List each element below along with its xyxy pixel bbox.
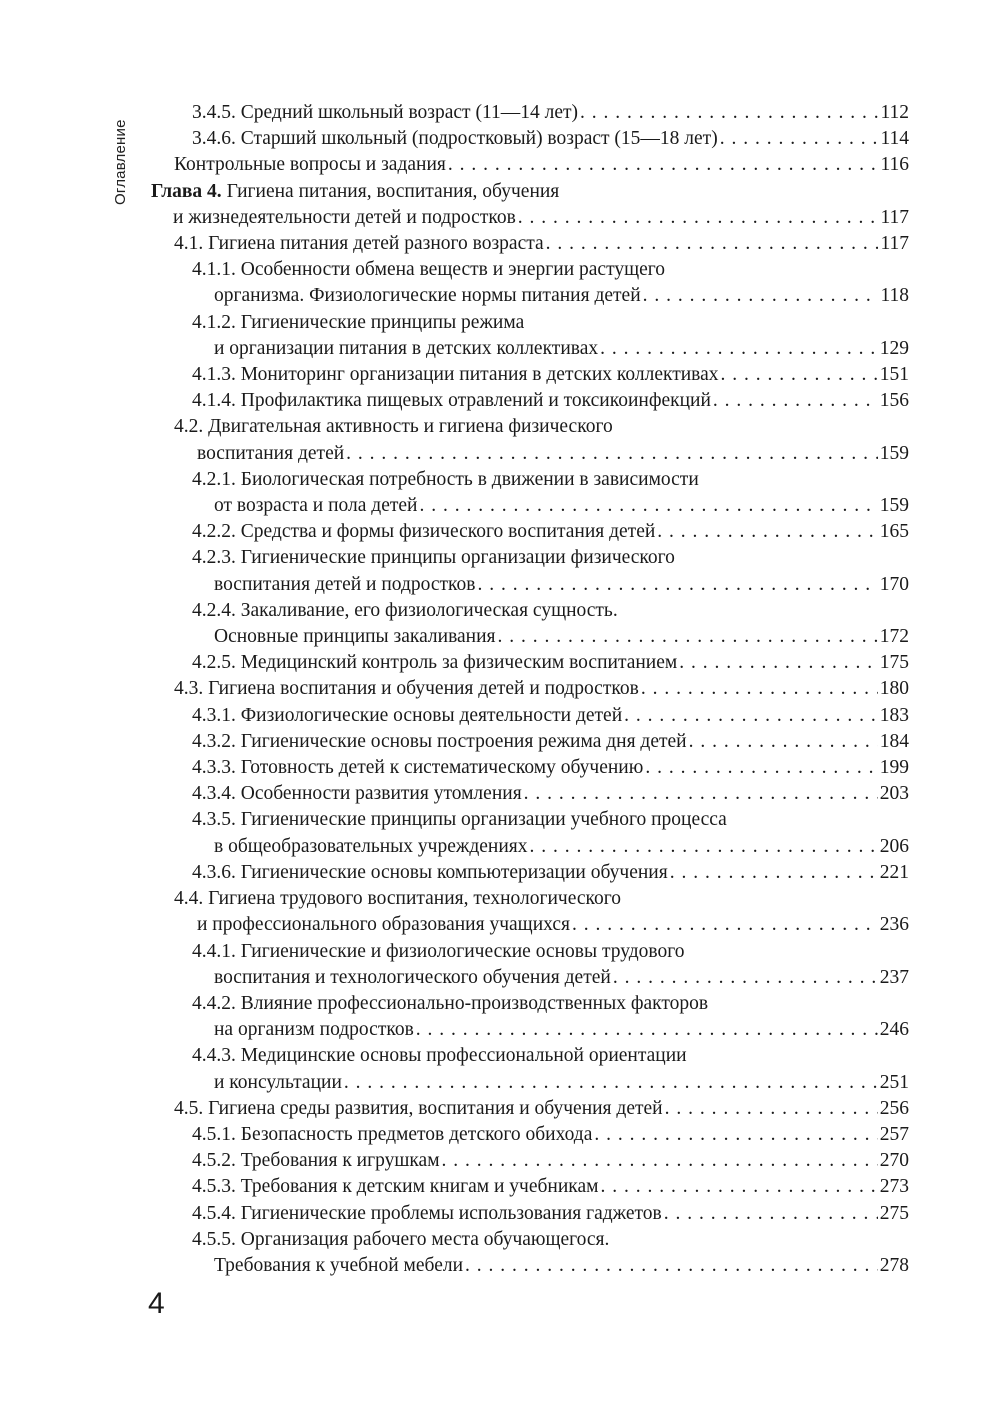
toc-entry-title: 4.5. Гигиена среды развития, воспитания и обучения детей [174, 1097, 663, 1119]
toc-page-number: 117 [880, 233, 909, 255]
dot-leader [346, 441, 878, 467]
toc-page-number: 257 [879, 1123, 909, 1145]
toc-entry[interactable] [192, 781, 909, 807]
toc-page-number: 183 [879, 704, 909, 726]
running-header: Оглавление [112, 119, 129, 205]
toc-entry-title: 4.4. Гигиена трудового воспитания, технологического [174, 888, 622, 910]
toc-entry[interactable] [192, 729, 909, 755]
dot-leader [670, 860, 878, 886]
dot-leader [344, 1070, 878, 1096]
dot-leader [665, 1096, 878, 1122]
toc-entry[interactable] [192, 545, 909, 597]
toc-entry-title: 4.3.6. Гигиенические основы компьютеризации обучения [192, 861, 668, 883]
toc-entry-title: 4.5.1. Безопасность предметов детского обихода [192, 1123, 593, 1145]
toc-entry-title: 3.4.5. Средний школьный возраст (11—14 лет) [192, 102, 579, 123]
toc-entry[interactable] [192, 860, 909, 886]
toc-entry-line [174, 414, 909, 440]
toc-entry-line [174, 441, 909, 467]
toc-entry-title: 4.1. Гигиена питания детей разного возраста [174, 233, 544, 255]
dot-leader [600, 336, 878, 362]
toc-entry-title: 4.2.3. Гигиенические принципы организации физического [192, 547, 675, 569]
toc-entry-title: и профессионального образования учащихся [197, 914, 570, 936]
toc-entry[interactable] [192, 388, 909, 414]
toc-entry[interactable] [192, 939, 909, 991]
toc-page-number: 278 [879, 1254, 909, 1276]
toc-entry[interactable] [192, 1201, 909, 1227]
toc-entry-line [192, 1122, 909, 1148]
toc-entry[interactable] [174, 414, 909, 466]
toc-entry-line [174, 152, 909, 178]
toc-entry-line [192, 126, 909, 152]
dot-leader [645, 755, 877, 781]
toc-page-number: 159 [879, 495, 909, 517]
dot-leader [478, 572, 878, 598]
toc-entry-line [192, 362, 909, 388]
dot-leader [643, 283, 879, 309]
toc-entry-line [192, 624, 909, 650]
toc-page-number: 203 [879, 783, 909, 805]
toc-page-number: 117 [880, 206, 909, 228]
toc-entry-title: и консультации [214, 1071, 342, 1093]
toc-page-number: 237 [879, 966, 909, 988]
dot-leader [613, 965, 878, 991]
toc-entry-line [192, 1227, 909, 1253]
toc-page-number: 251 [879, 1071, 909, 1093]
toc-entry-line [192, 834, 909, 860]
toc-entry-title: 4.5.3. Требования к детским книгам и учебникам [192, 1176, 599, 1198]
toc-entry[interactable] [192, 755, 909, 781]
toc-entry[interactable] [192, 257, 909, 309]
toc-entry-title: 4.4.2. Влияние профессионально-производственных факторов [192, 992, 709, 1014]
toc-entry[interactable] [192, 467, 909, 519]
dot-leader [624, 703, 878, 729]
toc-entry-title: 4.1.1. Особенности обмена веществ и энергии растущего [192, 259, 666, 281]
dot-leader [600, 1174, 877, 1200]
toc-entry[interactable] [192, 807, 909, 859]
toc-page-number: 199 [879, 757, 909, 779]
toc-entry-line [192, 1253, 909, 1279]
dot-leader [721, 362, 878, 388]
toc-entry-title: 4.2.1. Биологическая потребность в движении в зависимости [192, 468, 699, 490]
toc-entry-line [192, 257, 909, 283]
toc-page-number: 116 [880, 154, 909, 176]
toc-entry-title: Глава 4. Гигиена питания, воспитания, обучения [151, 180, 560, 202]
toc-entry-title: 4.3.4. Особенности развития утомления [192, 783, 522, 805]
toc-entry-line [192, 860, 909, 886]
toc-entry-title: 3.4.6. Старший школьный (подростковый) возраст (15—18 лет) [192, 128, 718, 150]
toc-entry[interactable] [174, 886, 909, 938]
toc-entry[interactable] [192, 1174, 909, 1200]
toc-page-number: 118 [880, 285, 909, 307]
toc-entry[interactable] [192, 1148, 909, 1174]
toc-entry-title: 4.3.5. Гигиенические принципы организации учебного процесса [192, 809, 727, 831]
toc-page-number: 236 [879, 914, 909, 936]
toc-entry[interactable] [192, 519, 909, 545]
toc-page-number: 275 [879, 1202, 909, 1224]
toc-entry-title: 4.2.2. Средства и формы физического воспитания детей [192, 521, 656, 543]
toc-entry-line [192, 781, 909, 807]
dot-leader [518, 205, 879, 231]
toc-page-number: 246 [879, 1019, 909, 1041]
dot-leader [416, 1017, 878, 1043]
toc-entry-title: 4.3.2. Гигиенические основы построения режима дня детей [192, 730, 687, 752]
toc-page-number: 256 [879, 1097, 909, 1119]
dot-leader [713, 388, 878, 414]
toc-entry-line [192, 598, 909, 624]
dot-leader [498, 624, 878, 650]
toc-entry-line [192, 545, 909, 571]
toc-entry-title: 4.3. Гигиена воспитания и обучения детей и подростков [174, 678, 639, 700]
toc-entry[interactable] [174, 1096, 909, 1122]
toc-entry-line [174, 886, 909, 912]
toc-page-number: 180 [879, 678, 909, 700]
toc-entry-line [192, 283, 909, 309]
dot-leader [572, 912, 878, 938]
toc-entry-line [192, 1070, 909, 1096]
dot-leader [641, 676, 878, 702]
dot-leader [679, 650, 878, 676]
dot-leader [657, 519, 877, 545]
toc-entry-line [174, 912, 909, 938]
table-of-contents [151, 100, 909, 1279]
toc-entry-line [192, 310, 909, 336]
toc-entry-title: в общеобразовательных учреждениях [214, 835, 528, 857]
toc-entry[interactable] [192, 1043, 909, 1095]
toc-entry[interactable] [192, 126, 909, 152]
toc-entry-line [192, 729, 909, 755]
toc-entry-title: воспитания и технологического обучения детей [214, 966, 611, 988]
toc-entry-line [192, 650, 909, 676]
dot-leader [419, 493, 877, 519]
toc-page-number: 165 [879, 521, 909, 543]
toc-entry-line [192, 493, 909, 519]
toc-entry-line [192, 1017, 909, 1043]
toc-page-number: 270 [879, 1150, 909, 1172]
toc-entry-title: на организм подростков [214, 1019, 414, 1041]
toc-page-number: 129 [879, 337, 909, 359]
toc-page-number: 221 [879, 861, 909, 883]
toc-entry[interactable] [174, 676, 909, 702]
dot-leader [442, 1148, 878, 1174]
toc-entry-title: 4.1.3. Мониторинг организации питания в детских коллективах [192, 364, 719, 386]
toc-entry-title: 4.1.4. Профилактика пищевых отравлений и токсикоинфекций [192, 390, 711, 412]
dot-leader [465, 1253, 878, 1279]
toc-page-number: 112 [880, 102, 909, 123]
page-number: 4 [148, 1287, 165, 1320]
toc-page-number: 273 [879, 1176, 909, 1198]
dot-leader [524, 781, 878, 807]
toc-entry-line [192, 1043, 909, 1069]
toc-entry-line [192, 100, 909, 126]
toc-page-number: 170 [879, 573, 909, 595]
dot-leader [546, 231, 879, 257]
toc-entry-title: воспитания детей [197, 442, 345, 464]
toc-entry[interactable] [192, 650, 909, 676]
toc-entry-title: 4.4.1. Гигиенические и физиологические основы трудового [192, 940, 685, 962]
toc-entry-line [192, 991, 909, 1017]
toc-entry[interactable] [151, 179, 909, 231]
toc-entry[interactable] [192, 1227, 909, 1279]
toc-entry-line [192, 336, 909, 362]
toc-page-number: 156 [879, 390, 909, 412]
toc-entry-title: 4.3.3. Готовность детей к систематическому обучению [192, 757, 644, 779]
toc-entry-line [174, 676, 909, 702]
toc-entry-line [192, 807, 909, 833]
toc-entry[interactable] [192, 598, 909, 650]
toc-entry-title: Контрольные вопросы и задания [174, 154, 446, 176]
toc-entry-title: Основные принципы закаливания [214, 626, 496, 648]
toc-page-number: 151 [879, 364, 909, 386]
toc-entry-line [192, 703, 909, 729]
toc-entry-line [192, 1201, 909, 1227]
toc-entry-title: 4.5.4. Гигиенические проблемы использования гаджетов [192, 1202, 662, 1224]
toc-entry[interactable] [192, 362, 909, 388]
dot-leader [664, 1201, 878, 1227]
toc-entry-title: 4.2.5. Медицинский контроль за физическим воспитанием [192, 652, 678, 674]
toc-entry-line [192, 939, 909, 965]
toc-entry-title: и организации питания в детских коллективах [214, 337, 599, 359]
toc-entry-line [192, 388, 909, 414]
toc-entry-line [192, 1148, 909, 1174]
toc-page-number: 175 [879, 652, 909, 674]
toc-entry-line [174, 1096, 909, 1122]
toc-entry-title: организма. Физиологические нормы питания детей [214, 285, 641, 307]
toc-entry-line [192, 519, 909, 545]
toc-entry[interactable] [192, 1122, 909, 1148]
toc-entry-title: воспитания детей и подростков [214, 573, 476, 595]
toc-page-number: 206 [879, 835, 909, 857]
toc-entry-title: Требования к учебной мебели [214, 1254, 464, 1276]
toc-page-number: 159 [879, 442, 909, 464]
dot-leader [689, 729, 878, 755]
toc-entry[interactable] [174, 152, 909, 178]
dot-leader [594, 1122, 877, 1148]
toc-entry-line [192, 467, 909, 493]
toc-entry-title: и жизнедеятельности детей и подростков [173, 206, 516, 228]
toc-entry-line [192, 755, 909, 781]
toc-entry-line [174, 231, 909, 257]
toc-entry[interactable] [192, 310, 909, 362]
toc-entry[interactable] [192, 703, 909, 729]
toc-entry-title: 4.2. Двигательная активность и гигиена физического [174, 416, 613, 438]
chapter-label: Глава 4. [151, 180, 222, 202]
toc-page-number: 172 [879, 626, 909, 648]
toc-entry[interactable] [192, 100, 909, 126]
dot-leader [580, 100, 878, 126]
toc-entry-title: от возраста и пола детей [214, 495, 418, 517]
toc-entry-title: 4.5.5. Организация рабочего места обучающегося. [192, 1228, 610, 1250]
toc-entry-title: 4.2.4. Закаливание, его физиологическая сущность. [192, 599, 618, 621]
toc-entry[interactable] [192, 991, 909, 1043]
toc-entry-line [192, 965, 909, 991]
dot-leader [448, 152, 879, 178]
toc-entry-line [192, 1174, 909, 1200]
toc-page-number: 114 [880, 128, 909, 150]
toc-entry-title: 4.4.3. Медицинские основы профессиональной ориентации [192, 1045, 687, 1067]
dot-leader [720, 126, 879, 152]
toc-entry-title: 4.5.2. Требования к игрушкам [192, 1150, 440, 1172]
toc-entry-line [151, 205, 909, 231]
toc-entry[interactable] [174, 231, 909, 257]
toc-entry-title: 4.3.1. Физиологические основы деятельности детей [192, 704, 623, 726]
toc-entry-line [151, 179, 909, 205]
toc-entry-title: 4.1.2. Гигиенические принципы режима [192, 311, 525, 333]
dot-leader [530, 834, 878, 860]
toc-page-number: 184 [879, 730, 909, 752]
toc-entry-line [192, 572, 909, 598]
